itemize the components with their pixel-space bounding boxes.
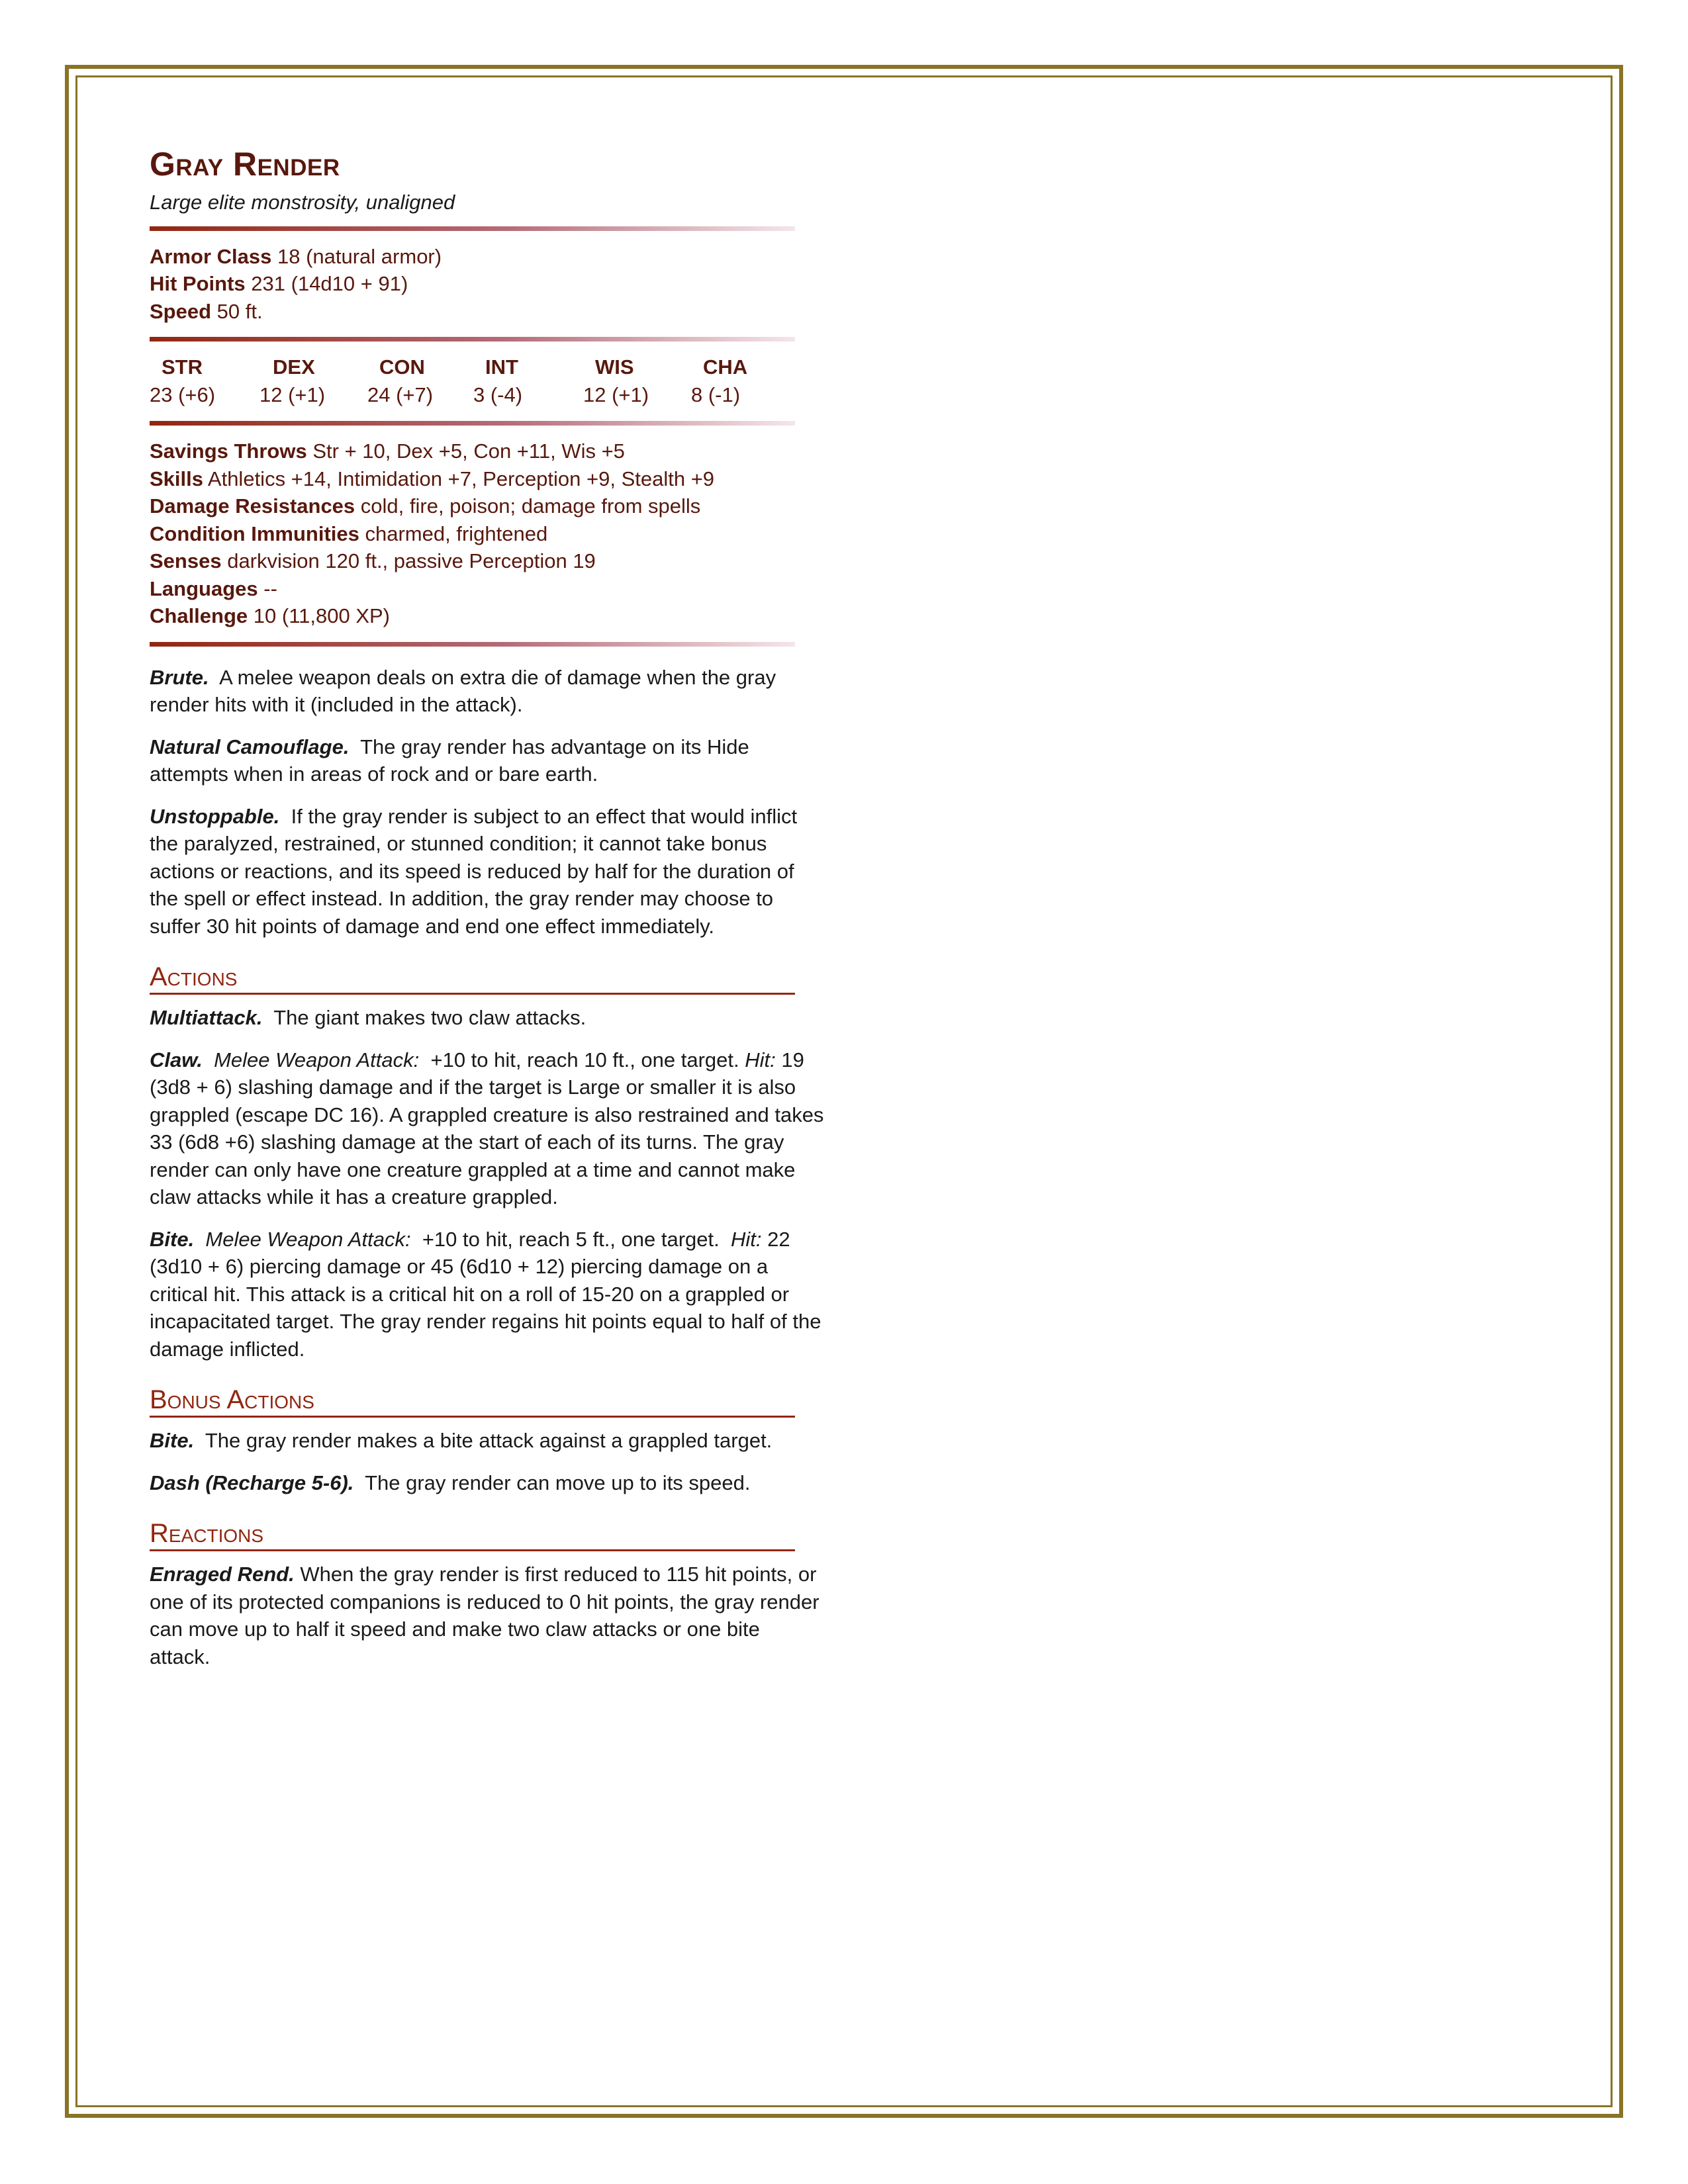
reaction-enraged-rend: Enraged Rend. When the gray render is first reduced to 115 hit points, or one of its protected companions is reduced to 0 hit points, the gray render can move up to half it speed and make two claw attacks or one bite attack. [150, 1563, 820, 1668]
trait-unstoppable: Unstoppable. If the gray render is subject to an effect that would inflict the paralyzed, restrained, or stunned condition; it cannot take bonus actions or reactions, and its speed is reduced by half for the duration of the spell or effect instead. In addition, the gray render may choose to suffer 30 hit points of damage and end one effect immediately. [150, 804, 798, 938]
stat-block [150, 147, 825, 1685]
prop-speed: Speed 50 ft. [150, 299, 263, 323]
trait-brute: Brute. A melee weapon deals on extra die of damage when the gray render hits with it (included in the attack). [150, 665, 776, 717]
divider [150, 642, 795, 647]
ability-cha-value: 8 (-1) [691, 383, 741, 407]
prop-damage-resistances: Damage Resistances cold, fire, poison; damage from spells [150, 494, 701, 518]
ability-wis-label: WIS [595, 355, 634, 379]
divider [150, 226, 795, 231]
ability-dex-label: DEX [273, 355, 315, 379]
ability-con-value: 24 (+7) [367, 383, 434, 407]
divider [150, 421, 795, 426]
bonus-bite: Bite. The gray render makes a bite attack against a grappled target. [150, 1429, 773, 1453]
monster-name: Gray Render [150, 146, 340, 183]
actions-heading: Actions [150, 962, 795, 995]
prop-senses: Senses darkvision 120 ft., passive Perception 19 [150, 549, 596, 573]
ability-str-value: 23 (+6) [150, 383, 216, 407]
ability-str-label: STR [162, 355, 203, 379]
reactions-heading: Reactions [150, 1519, 795, 1551]
secondary-properties [150, 437, 825, 630]
trait-natural-camouflage: Natural Camouflage. The gray render has advantage on its Hide attempts when in areas of rock and or bare earth. [150, 735, 749, 786]
ability-int-value: 3 (-4) [473, 383, 523, 407]
prop-skills: Skills Athletics +14, Intimidation +7, Perception +9, Stealth +9 [150, 467, 715, 490]
divider [150, 337, 795, 341]
prop-languages: Languages -- [150, 576, 277, 600]
ability-cha-label: CHA [703, 355, 748, 379]
prop-armor-class: Armor Class 18 (natural armor) [150, 244, 442, 268]
ability-headers [150, 353, 795, 381]
prop-condition-immunities: Condition Immunities charmed, frightened [150, 522, 548, 545]
bonus-actions-heading: Bonus Actions [150, 1385, 795, 1418]
prop-hit-points: Hit Points 231 (14d10 + 91) [150, 272, 408, 296]
bonus-dash: Dash (Recharge 5-6). The gray render can move up to its speed. [150, 1471, 751, 1494]
ability-con-label: CON [379, 355, 425, 379]
ability-scores [150, 353, 825, 409]
prop-saving-throws: Savings Throws Str + 10, Dex +5, Con +11, Wis +5 [150, 439, 625, 463]
monster-subtitle: Large elite monstrosity, unaligned [150, 190, 455, 214]
ability-values [150, 381, 795, 409]
basic-properties [150, 243, 825, 326]
action-multiattack: Multiattack. The giant makes two claw attacks. [150, 1006, 586, 1030]
action-bite: Bite. Melee Weapon Attack: +10 to hit, reach 5 ft., one target. Hit: 22 (3d10 + 6) piercing damage or 45 (6d10 + 12) piercing damage on a critical hit. This attack is a critical hit on a roll of 15-20 on a grappled or incapacitated target. The gray render regains hit points equal to half of the damage inflicted. [150, 1227, 821, 1361]
action-claw: Claw. Melee Weapon Attack: +10 to hit, reach 10 ft., one target. Hit: 19 (3d8 + 6) slashing damage and if the target is Large or smaller it is also grappled (escape DC 16). A grappled creature is also restrained and takes 33 (6d8 +6) slashing damage at the start of each of its turns. The gray render can only have one creature grappled at a time and cannot make claw attacks while it has a creature grappled. [150, 1048, 824, 1209]
prop-challenge: Challenge 10 (11,800 XP) [150, 604, 391, 628]
ability-int-label: INT [485, 355, 518, 379]
ability-dex-value: 12 (+1) [259, 383, 326, 407]
ability-wis-value: 12 (+1) [583, 383, 649, 407]
